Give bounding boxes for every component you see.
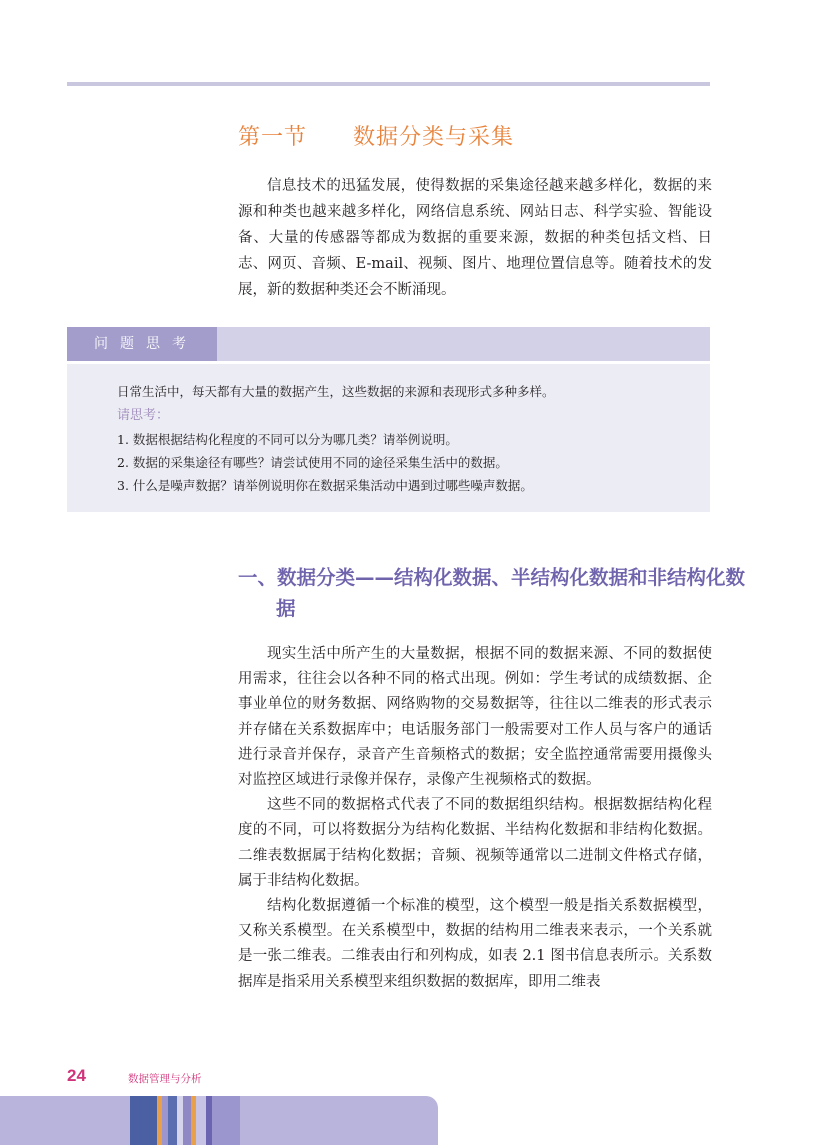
body-text — [238, 642, 712, 995]
think-box-label: 问题思考 — [67, 327, 217, 361]
think-box-prompt: 请思考： — [117, 408, 170, 423]
section-title: 第一节 数据分类与采集 — [238, 125, 515, 150]
question-item: 2. 数据的采集途径有哪些？请尝试使用不同的途径采集生活中的数据。 — [117, 455, 508, 470]
footer-stripe — [196, 1096, 206, 1145]
body-paragraph: 现实生活中所产生的大量数据，根据不同的数据来源、不同的数据使用需求，往往会以各种不同的格式出现。例如：学生考试的成绩数据、企事业单位的财务数据、网络购物的交易数据等，往往以二维表的形式表示并存储在关系数据库中；电话服务部门一般需要对工作人员与客户的通话进行录音并保存，录音产生音频格式的数据；安全监控通常需要用摄像头对监控区域进行录像并保存，录像产生视频格式的数据。 — [238, 646, 712, 789]
question-item: 1. 数据根据结构化程度的不同可以分为哪几类？请举例说明。 — [117, 432, 458, 447]
footer-stripe — [183, 1096, 191, 1145]
footer-stripe — [130, 1096, 157, 1145]
footer-stripe — [212, 1096, 240, 1145]
body-paragraph: 这些不同的数据格式代表了不同的数据组织结构。根据数据结构化程度的不同，可以将数据分为结构化数据、半结构化数据和非结构化数据。二维表数据属于结构化数据；音频、视频等通常以二进制文件格式存储，属于非结构化数据。 — [238, 797, 712, 889]
footer-decorative-band — [0, 1096, 438, 1145]
top-rule — [67, 82, 710, 86]
question-item: 3. 什么是噪声数据？请举例说明你在数据采集活动中遇到过哪些噪声数据。 — [117, 478, 533, 493]
running-book-title: 数据管理与分析 — [128, 1073, 202, 1085]
body-paragraph: 结构化数据遵循一个标准的模型，这个模型一般是指关系数据模型，又称关系模型。在关系模型中，数据的结构用二维表来表示，一个关系就是一张二维表。二维表由行和列构成，如表 2.1 图书信息表所示。关系数据库是指采用关系模型来组织数据的数据库，即用二维表 — [238, 898, 712, 990]
footer-stripe — [168, 1096, 177, 1145]
subsection-heading: 一、数据分类——结构化数据、半结构化数据和非结构化数据 — [238, 566, 746, 620]
page-number: 24 — [67, 1066, 86, 1085]
think-box-lead: 日常生活中，每天都有大量的数据产生，这些数据的来源和表现形式多种多样。 — [117, 384, 555, 399]
question-list — [117, 428, 533, 497]
intro-paragraph: 信息技术的迅猛发展，使得数据的采集途径越来越多样化，数据的来源和种类也越来越多样化，网络信息系统、网站日志、科学实验、智能设备、大量的传感器等都成为数据的重要来源，数据的种类包括文档、日志、网页、音频、E-mail、视频、图片、地理位置信息等。随着技术的发展，新的数据种类还会不断涌现。 — [238, 178, 712, 298]
